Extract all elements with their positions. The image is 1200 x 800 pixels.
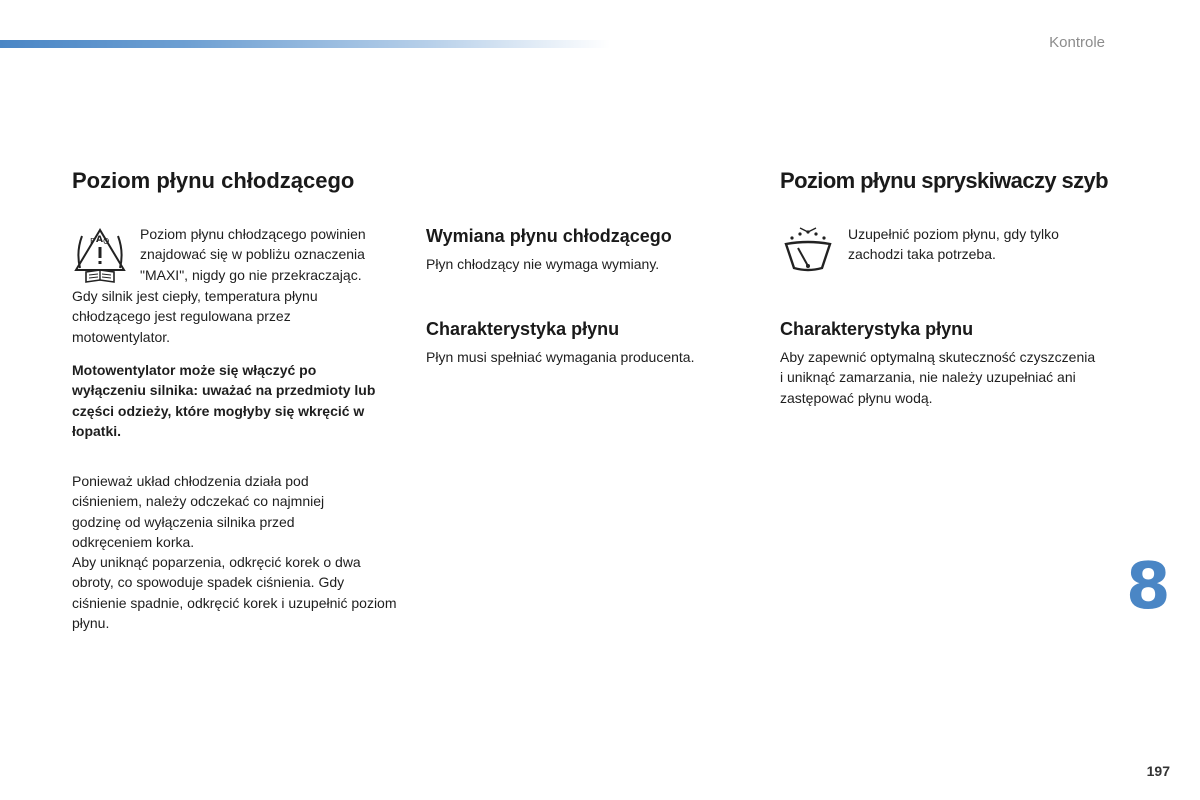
coolant-replacement-title: Wymiana płynu chłodzącego xyxy=(426,226,672,246)
header-accent-bar xyxy=(0,40,610,48)
washer-title: Poziom płynu spryskiwaczy szyb xyxy=(780,168,1109,193)
chapter-number: 8 xyxy=(1126,550,1171,624)
washer-spec-text: Aby zapewnić optymalną skuteczność czyszczenia i uniknąć zamarzania, nie należy uzupełniać ani zastępować płynu wodą. xyxy=(780,349,1096,406)
coolant-warning-icon xyxy=(72,226,128,284)
washer-fluid-icon xyxy=(780,226,836,276)
coolant-spec-title: Charakterystyka płynu xyxy=(426,319,620,339)
washer-spec-title: Charakterystyka płynu xyxy=(780,319,974,339)
coolant-spec-text: Płyn musi spełniać wymagania producenta. xyxy=(426,349,695,365)
svg-text:A: A xyxy=(96,235,103,245)
coolant-warning-text: Motowentylator może się włączyć po wyłączeniu silnika: uważać na przedmioty lub części odzieży, które mogłyby się wkręcić w łopatki. xyxy=(72,362,376,439)
coolant-para-pressure: Ponieważ układ chłodzenia działa pod ciśnieniem, należy odczekać co najmniej godzinę od wyłączenia silnika przed odkręceniem korka. xyxy=(72,473,325,550)
coolant-replacement-text: Płyn chłodzący nie wymaga wymiany. xyxy=(426,256,660,272)
section-label: Kontrole xyxy=(1049,34,1105,51)
coolant-para-temperature: Gdy silnik jest ciepły, temperatura płynu chłodzącego jest regulowana przez motowentylator. xyxy=(72,288,318,345)
svg-text:O: O xyxy=(103,237,110,246)
svg-text:F: F xyxy=(90,237,95,246)
page-number: 197 xyxy=(1146,763,1170,779)
coolant-title: Poziom płynu chłodzącego xyxy=(72,168,355,193)
coolant-para-burn: Aby uniknąć poparzenia, odkręcić korek o dwa obroty, co spowoduje spadek ciśnienia. Gdy ciśnienie spadnie, odkręcić korek i uzupełnić poziom płynu. xyxy=(72,554,397,631)
washer-intro: Uzupełnić poziom płynu, gdy tylko zachodzi taka potrzeba. xyxy=(848,226,1059,263)
coolant-intro: Poziom płynu chłodzącego powinien znajdować się w pobliżu oznaczenia "MAXI", nigdy go nie przekraczając. xyxy=(140,226,366,283)
